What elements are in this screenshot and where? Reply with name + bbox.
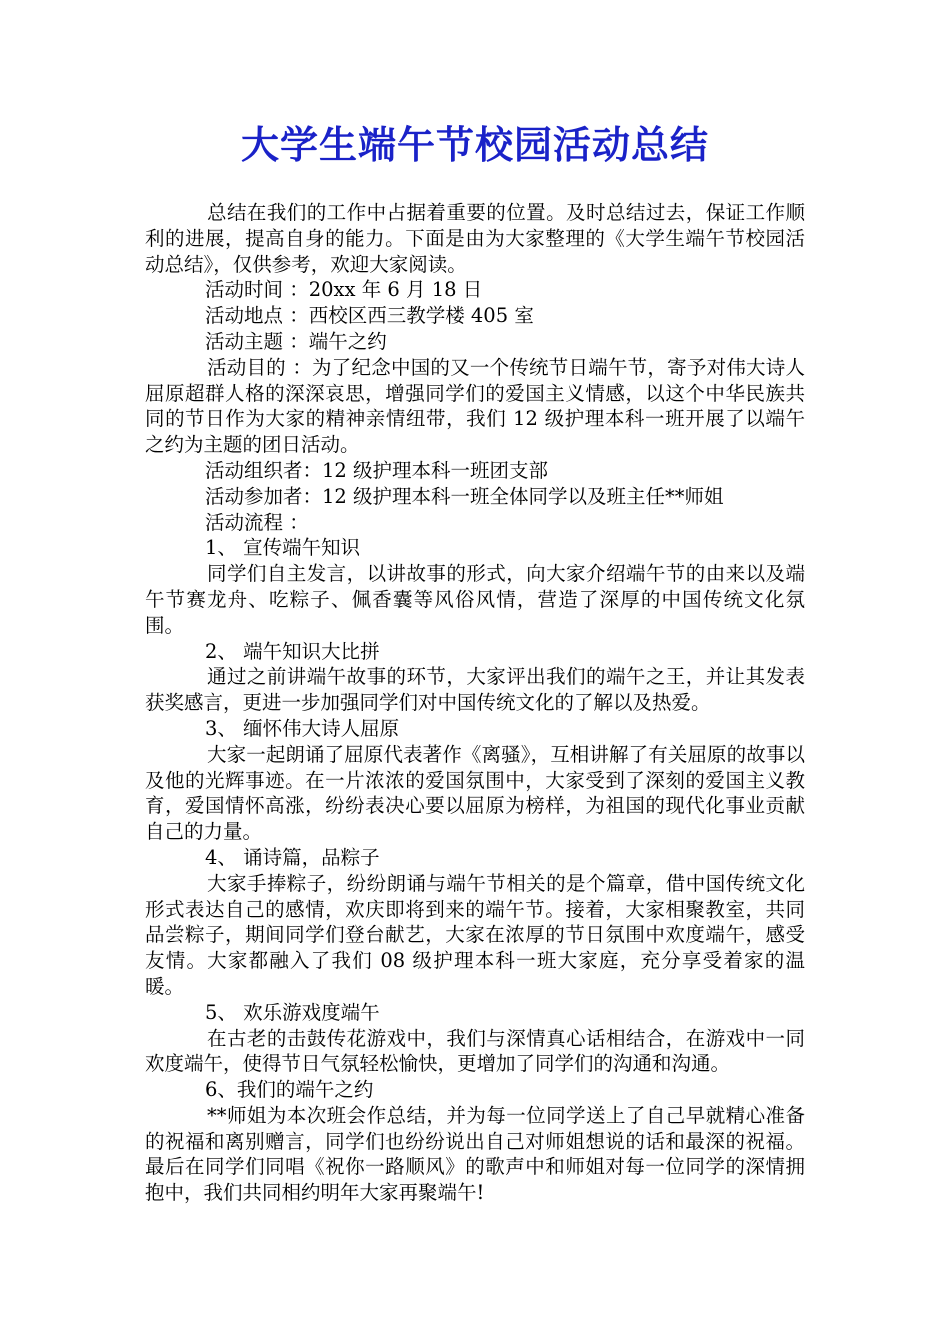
step-heading: 1、 宣传端午知识 <box>205 536 361 560</box>
intro-paragraph: 总结在我们的工作中占据着重要的位置。及时总结过去，保证工作顺利的进展，提高自身的能力。下面是由为大家整理的《大学生端午节校园活动总结》，仅供参考，欢迎大家阅读。 <box>145 201 805 276</box>
step-content: 在古老的击鼓传花游戏中，我们与深情真心话相结合，在游戏中一同欢度端午，使得节日气氛轻松愉快，更增加了同学们的沟通和沟通。 <box>145 1026 805 1076</box>
step-heading: 5、 欢乐游戏度端午 <box>205 1000 380 1024</box>
step-content: 通过之前讲端午故事的环节，大家评出我们的端午之王，并让其发表获奖感言，更进一步加强同学们对中国传统文化的了解以及热爱。 <box>145 665 805 715</box>
page-title: 大学生端午节校园活动总结 <box>240 122 709 167</box>
activity-purpose: 活动目的 ：为了纪念中国的又一个传统节日端午节，寄予对伟大诗人屈原超群人格的深深哀思，增强同学们的爱国主义情感，以这个中华民族共同的节日作为大家的精神亲情纽带，我们 12 级护理本科一班开展了以端午之约为主题的团日活动。 <box>145 355 805 457</box>
step-content: 大家一起朗诵了屈原代表著作《离骚》，互相讲解了有关屈原的故事以及他的光辉事迹。在一片浓浓的爱国氛围中，大家受到了深刻的爱国主义教育，爱国情怀高涨，纷纷表决心要以屈原为榜样，为祖国的现代化事业贡献自己的力量。 <box>145 742 805 844</box>
step-heading: 2、 端午知识大比拼 <box>205 639 380 663</box>
step-content: 同学们自主发言，以讲故事的形式，向大家介绍端午节的由来以及端午节赛龙舟、吃粽子、佩香囊等风俗风情，营造了深厚的中国传统文化氛围。 <box>145 562 805 637</box>
document-body <box>145 200 805 1206</box>
activity-process-label: 活动流程 ： <box>205 510 309 534</box>
activity-time: 活动时间 ：20xx 年 6 月 18 日 <box>205 278 483 302</box>
activity-participants: 活动参加者：12 级护理本科一班全体同学以及班主任**师姐 <box>205 484 724 508</box>
activity-theme: 活动主题 ：端午之约 <box>205 329 387 353</box>
step-content: **师姐为本次班会作总结，并为每一位同学送上了自己早就精心准备的祝福和离别赠言，同学们也纷纷说出自己对师姐想说的话和最深的祝福。最后在同学们同唱《祝你一路顺风》的歌声中和师姐对每一位同学的深情拥抱中，我们共同相约明年大家再聚端午! <box>145 1103 805 1205</box>
step-heading: 6、我们的端午之约 <box>205 1078 374 1102</box>
activity-place: 活动地点 ：西校区西三教学楼 405 室 <box>205 304 534 328</box>
step-content: 大家手捧粽子，纷纷朗诵与端午节相关的是个篇章，借中国传统文化形式表达自己的感情，欢庆即将到来的端午节。接着，大家相聚教室，共同品尝粽子，期间同学们登台献艺，大家在浓厚的节日氛围中欢度端午，感受友情。大家都融入了我们 08 级护理本科一班大家庭，充分享受着家的温暖。 <box>145 871 805 998</box>
activity-organizer: 活动组织者：12 级护理本科一班团支部 <box>205 458 549 482</box>
step-heading: 4、 诵诗篇，品粽子 <box>205 845 380 869</box>
step-heading: 3、 缅怀伟大诗人屈原 <box>205 716 400 740</box>
